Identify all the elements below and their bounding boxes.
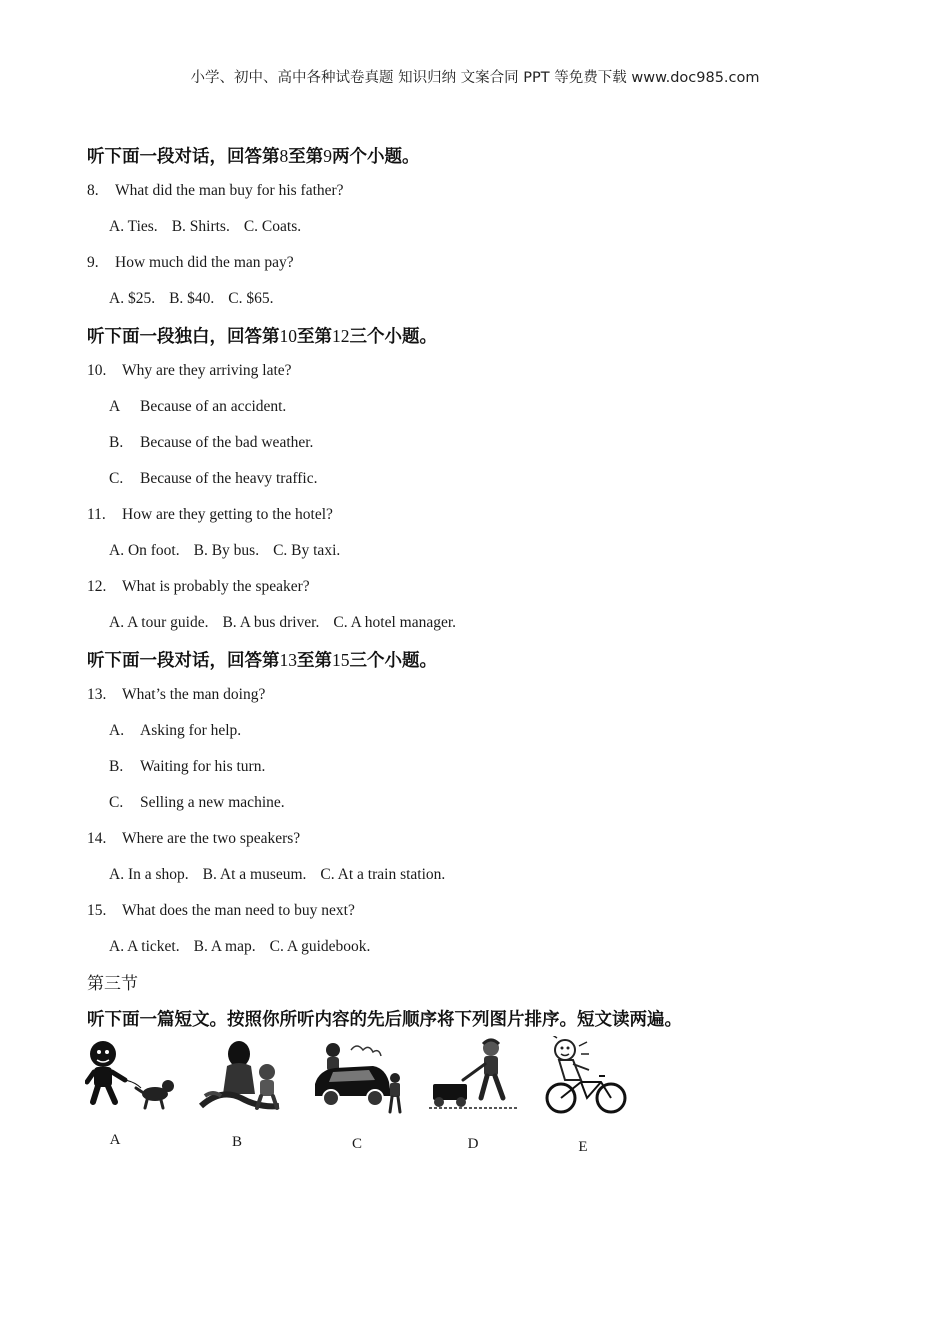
- question-9: 9. How much did the man pay?: [87, 254, 294, 271]
- picture-c: [311, 1036, 407, 1152]
- option-c: C. $65.: [228, 290, 274, 307]
- question-8-options: [87, 214, 887, 250]
- question-15-options: [87, 934, 887, 970]
- option-a: A. On foot.: [109, 542, 180, 559]
- picture-d-label: D: [467, 1136, 479, 1152]
- picture-d: [427, 1036, 519, 1152]
- option-b: B. Shirts.: [171, 218, 230, 235]
- question-10: 10. Why are they arriving late?: [87, 362, 292, 379]
- question-13-option-b: B. Waiting for his turn.: [109, 758, 266, 775]
- picture-row: [85, 1036, 645, 1166]
- part3-title: 第三节: [87, 974, 138, 994]
- option-c: C. By taxi.: [273, 542, 341, 559]
- question-10-option-a: A Because of an accident.: [109, 398, 287, 415]
- question-13: 13. What’s the man doing?: [87, 686, 266, 703]
- boy-with-dog-icon: [85, 1036, 177, 1114]
- picture-c-label: C: [351, 1136, 362, 1152]
- section-heading-2: 听下面一段独白，回答第10至第12三个小题。: [87, 326, 437, 347]
- question-15: 15. What does the man need to buy next?: [87, 902, 355, 919]
- picture-e: [543, 1036, 633, 1155]
- riding-bike-icon: [543, 1036, 633, 1120]
- option-b: B. By bus.: [193, 542, 260, 559]
- option-b: B. At a museum.: [202, 866, 307, 883]
- question-12-options: [87, 610, 887, 646]
- part3-instruction: 听下面一篇短文。按照你所听内容的先后顺序将下列图片排序。短文读两遍。: [87, 1010, 682, 1030]
- section-heading-1: 听下面一段对话，回答第8至第9两个小题。: [87, 146, 420, 167]
- option-a: A. A tour guide.: [109, 614, 209, 631]
- option-a: A. Ties.: [109, 218, 158, 235]
- picture-b-label: B: [231, 1134, 242, 1150]
- question-10-option-c: C. Because of the heavy traffic.: [109, 470, 318, 487]
- question-14: 14. Where are the two speakers?: [87, 830, 301, 847]
- question-10-option-b: B. Because of the bad weather.: [109, 434, 314, 451]
- question-11-options: [87, 538, 887, 574]
- question-12: 12. What is probably the speaker?: [87, 578, 310, 595]
- option-a: A. A ticket.: [109, 938, 180, 955]
- mother-and-child-icon: [191, 1036, 287, 1114]
- option-c: C. A hotel manager.: [333, 614, 457, 631]
- option-b: B. A map.: [193, 938, 256, 955]
- question-13-option-a: A. Asking for help.: [109, 722, 242, 739]
- washing-car-icon: [311, 1036, 407, 1116]
- exam-content: [87, 142, 887, 1042]
- question-14-options: [87, 862, 887, 898]
- option-b: B. A bus driver.: [222, 614, 320, 631]
- mowing-lawn-icon: [427, 1036, 519, 1114]
- option-a: A. In a shop.: [109, 866, 189, 883]
- section-heading-3: 听下面一段对话，回答第13至第15三个小题。: [87, 650, 437, 671]
- page-header: 小学、初中、高中各种试卷真题 知识归纳 文案合同 PPT 等免费下载 www.doc985.com: [190, 70, 760, 86]
- picture-a: [85, 1036, 177, 1148]
- option-c: C. Coats.: [243, 218, 302, 235]
- picture-b: [191, 1036, 287, 1150]
- picture-a-label: A: [109, 1132, 121, 1148]
- picture-e-label: E: [578, 1139, 588, 1155]
- question-9-options: [87, 286, 887, 322]
- question-11: 11. How are they getting to the hotel?: [87, 506, 333, 523]
- option-c: C. At a train station.: [320, 866, 446, 883]
- question-8: 8. What did the man buy for his father?: [87, 182, 344, 199]
- option-c: C. A guidebook.: [269, 938, 371, 955]
- question-13-option-c: C. Selling a new machine.: [109, 794, 285, 811]
- option-b: B. $40.: [169, 290, 215, 307]
- option-a: A. $25.: [109, 290, 156, 307]
